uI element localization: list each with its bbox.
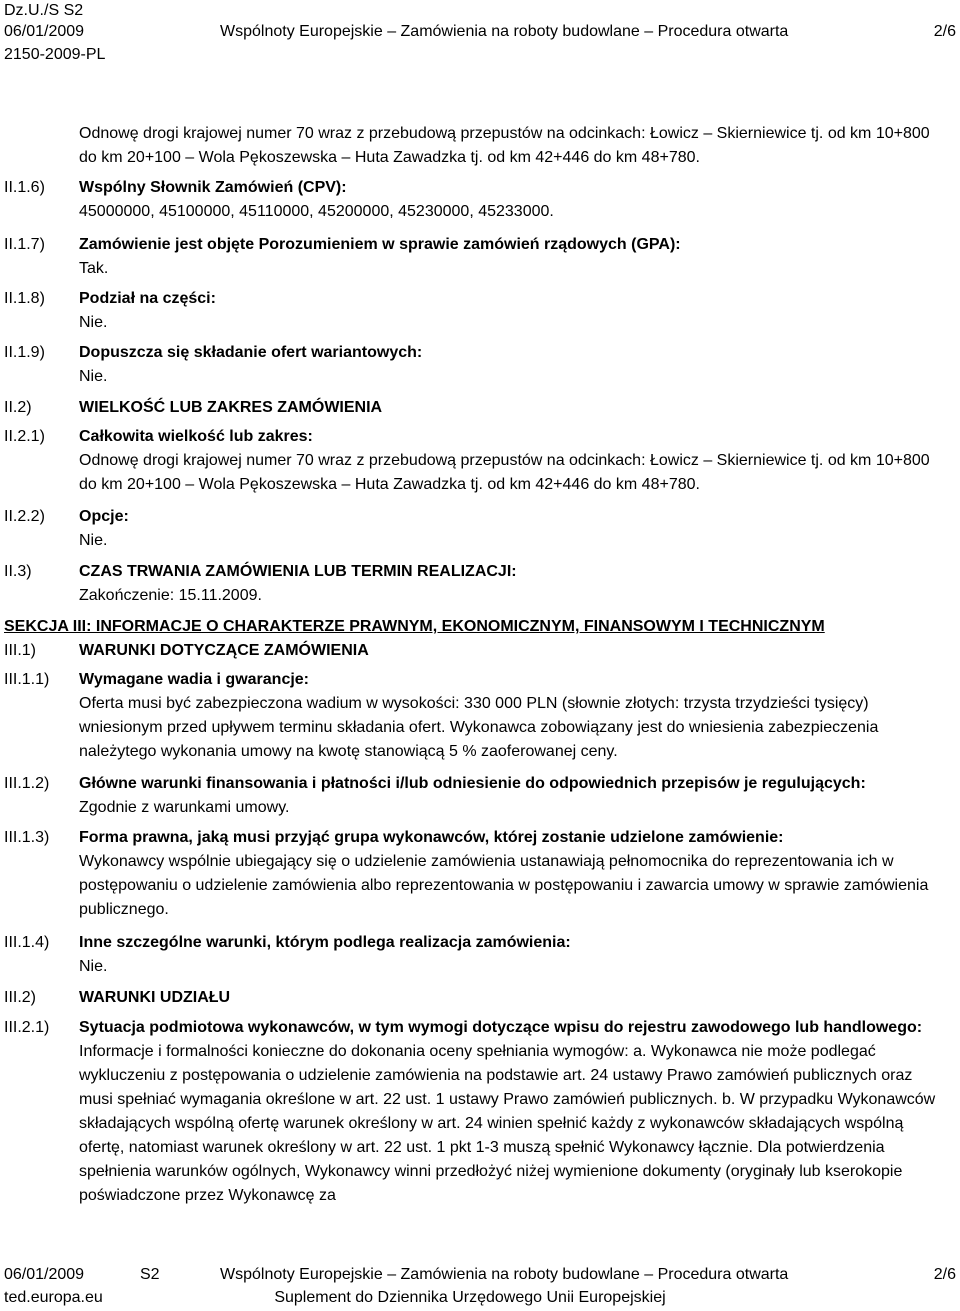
section-heading: Inne szczególne warunki, którym podlega realizacja zamówienia: xyxy=(79,934,571,951)
footer-supplement: Suplement do Dziennika Urzędowego Unii Europejskiej xyxy=(274,1289,666,1306)
section-iii-2-1 xyxy=(79,1016,947,1238)
section-heading: Całkowita wielkość lub zakres: xyxy=(79,428,313,445)
section-number: II.1.6) xyxy=(4,179,45,196)
document-id: 2150-2009-PL xyxy=(4,46,106,63)
header-page-number: 2/6 xyxy=(933,23,956,40)
section-heading: Wymagane wadia i gwarancje: xyxy=(79,671,310,688)
section-number: III.2) xyxy=(4,989,37,1006)
footer-site: ted.europa.eu xyxy=(4,1289,103,1306)
section-heading: Opcje: xyxy=(79,508,129,525)
section-iii-1 xyxy=(79,639,947,663)
section-ii-1-7 xyxy=(79,233,947,281)
section-value: 45000000, 45100000, 45110000, 45200000, 45230000, 45233000. xyxy=(79,203,554,220)
section-iii-1-1 xyxy=(79,668,947,764)
section-number: III.1.3) xyxy=(4,829,50,846)
section-number: III.1.4) xyxy=(4,934,50,951)
section-iii-1-3 xyxy=(79,826,947,922)
header-row-1 xyxy=(4,0,956,22)
section-number: III.2.1) xyxy=(4,1019,50,1036)
footer-row-1 xyxy=(4,1264,956,1286)
section-ii-2-2 xyxy=(79,505,947,553)
section-number: II.1.7) xyxy=(4,236,45,253)
section-iii-2 xyxy=(79,986,947,1010)
section-iii-title: SEKCJA III: INFORMACJE O CHARAKTERZE PRAWNYM, EKONOMICZNYM, FINANSOWYM I TECHNICZNYM xyxy=(4,618,825,635)
footer-title: Wspólnoty Europejskie – Zamówienia na roboty budowlane – Procedura otwarta xyxy=(220,1266,789,1283)
section-number: II.3) xyxy=(4,563,32,580)
section-heading: Dopuszcza się składanie ofert wariantowych: xyxy=(79,344,423,361)
section-number: II.1.9) xyxy=(4,344,45,361)
intro-text: Odnowę drogi krajowej numer 70 wraz z przebudową przepustów na odcinkach: Łowicz – Skierniewice tj. od km 10+800 do km 20+100 – Wola Pękoszewska – Huta Zawadzka tj. od km 42+446 do km 48+780. xyxy=(79,125,930,166)
section-value: Nie. xyxy=(79,314,108,331)
section-heading: Zamówienie jest objęte Porozumieniem w sprawie zamówień rządowych (GPA): xyxy=(79,236,681,253)
section-value: Odnowę drogi krajowej numer 70 wraz z przebudową przepustów na odcinkach: Łowicz – Skierniewice tj. od km 10+800 do km 20+100 – Wola Pękoszewska – Huta Zawadzka tj. od km 42+446 do km 48+780. xyxy=(79,452,930,493)
footer-date: 06/01/2009 xyxy=(4,1266,85,1283)
section-value: Informacje i formalności konieczne do dokonania oceny spełniania wymogów: a. Wykonawca nie może podlegać wykluczeniu z postępowania o udzielenie zamówienia na podstawie art. 24 ustawy Prawo zamówień publicznych oraz musi spełniać wymagania określone w art. 22 ust. 1 ustawy Prawo zamówień publicznych. b. W przypadku Wykonawców składających wspólną ofertę warunek określony w art. 24 winien spełnić każdy z wykonawców składających wspólną ofertę, natomiast warunek określony w art. 22 ust. 1 pkt 1-3 muszą spełnić Wykonawcy łącznie. Dla potwierdzenia spełnienia warunków ogólnych, Wykonawcy winni przedłożyć niżej wymienione dokumenty (oryginały lub kserokopie poświadczone przez Wykonawcę za xyxy=(79,1043,936,1204)
section-value: Zakończenie: 15.11.2009. xyxy=(79,587,262,604)
section-value: Oferta musi być zabezpieczona wadium w wysokości: 330 000 PLN (słownie złotych: trzysta trzydzieści tysięcy) wniesionym przed upływem terminu składania ofert. Wykonawca zobowiązany jest do wniesienia zabezpieczenia należytego wykonania umowy na kwotę stanowiącą 5 % zaoferowanej ceny. xyxy=(79,695,879,760)
section-number: II.2.1) xyxy=(4,428,45,445)
section-ii-2 xyxy=(79,396,947,420)
section-number: II.2.2) xyxy=(4,508,45,525)
section-heading: Wspólny Słownik Zamówień (CPV): xyxy=(79,179,347,196)
section-heading: Główne warunki finansowania i płatności i/lub odniesienie do odpowiednich przepisów je regulujących: xyxy=(79,775,866,792)
header-row-3 xyxy=(4,44,956,66)
footer-page-number: 2/6 xyxy=(933,1266,956,1283)
section-ii-2-1 xyxy=(79,425,947,497)
section-ii-1-8 xyxy=(79,287,947,335)
section-value: Wykonawcy wspólnie ubiegający się o udzielenie zamówienia ustanawiają pełnomocnika do reprezentowania ich w postępowaniu o udzielenie zamówienia albo reprezentowania w postępowaniu i zawarcia umowy w sprawie zamówienia publicznego. xyxy=(79,853,929,918)
section-value: Nie. xyxy=(79,368,108,385)
section-heading: WARUNKI UDZIAŁU xyxy=(79,989,231,1006)
section-number: II.1.8) xyxy=(4,290,45,307)
section-value: Nie. xyxy=(79,958,108,975)
section-number: III.1) xyxy=(4,642,37,659)
section-heading: Sytuacja podmiotowa wykonawców, w tym wymogi dotyczące wpisu do rejestru zawodowego lub handlowego: xyxy=(79,1019,923,1036)
section-heading: WARUNKI DOTYCZĄCE ZAMÓWIENIA xyxy=(79,642,369,659)
section-number: III.1.2) xyxy=(4,775,50,792)
section-value: Nie. xyxy=(79,532,108,549)
section-value: Zgodnie z warunkami umowy. xyxy=(79,799,290,816)
header-row-2 xyxy=(4,21,956,43)
section-iii-1-2 xyxy=(79,772,947,820)
section-number: II.2) xyxy=(4,399,32,416)
journal-ref: Dz.U./S S2 xyxy=(4,2,84,19)
footer-series: S2 xyxy=(140,1266,160,1283)
section-heading: Forma prawna, jaką musi przyjąć grupa wykonawców, której zostanie udzielone zamówienie: xyxy=(79,829,784,846)
footer-row-2 xyxy=(4,1287,956,1309)
section-ii-1-9 xyxy=(79,341,947,389)
section-ii-1-6 xyxy=(79,176,947,224)
section-heading: WIELKOŚĆ LUB ZAKRES ZAMÓWIENIA xyxy=(79,399,383,416)
section-heading: CZAS TRWANIA ZAMÓWIENIA LUB TERMIN REALIZACJI: xyxy=(79,563,517,580)
section-number: III.1.1) xyxy=(4,671,50,688)
section-ii-3 xyxy=(79,560,947,608)
header-title: Wspólnoty Europejskie – Zamówienia na roboty budowlane – Procedura otwarta xyxy=(220,23,789,40)
header-date: 06/01/2009 xyxy=(4,23,85,40)
section-heading: Podział na części: xyxy=(79,290,216,307)
section-iii-1-4 xyxy=(79,931,947,979)
section-value: Tak. xyxy=(79,260,109,277)
